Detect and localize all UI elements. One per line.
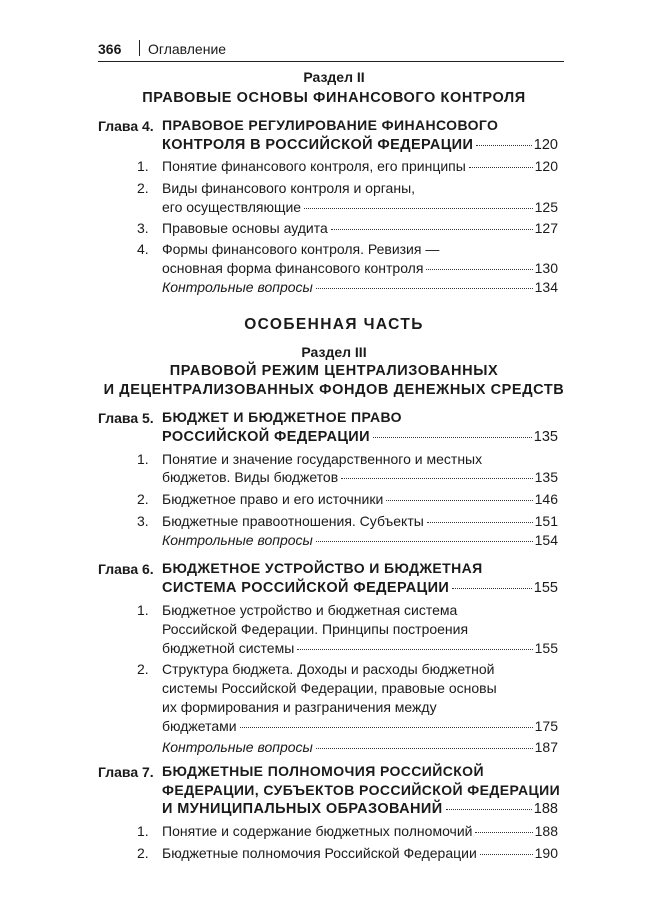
chapter-7-title-line2: ФЕДЕРАЦИИ, СУБЪЕКТОВ РОССИЙСКОЙ ФЕДЕРАЦИИ (162, 782, 561, 798)
toc-entry[interactable] (162, 259, 558, 278)
toc-entry-page: 125 (534, 199, 558, 215)
item-number: 1. (137, 158, 149, 174)
questions-text: Контрольные вопросы (162, 279, 313, 295)
toc-entry-text: бюджетов. Виды бюджетов (162, 469, 339, 485)
dot-leader (240, 727, 533, 728)
dot-leader (316, 748, 533, 749)
razdel-3-label: Раздел III (301, 344, 367, 360)
chapter-5-page: 135 (533, 429, 558, 445)
toc-entry[interactable] (162, 198, 558, 217)
toc-entry[interactable] (162, 717, 558, 736)
dot-leader (297, 649, 532, 650)
part-title: ОСОБЕННАЯ ЧАСТЬ (244, 316, 424, 333)
chapter-7-page: 188 (533, 801, 558, 817)
toc-entry-page: 130 (534, 260, 558, 276)
toc-entry[interactable] (162, 639, 558, 658)
questions-page: 134 (534, 279, 558, 295)
chapter-6-label: Глава 6. (98, 561, 154, 577)
toc-entry-text: основная форма финансового контроля (162, 260, 424, 276)
chapter-7-entry[interactable] (162, 800, 558, 819)
toc-entry-text: Бюджетное устройство и бюджетная система (162, 602, 458, 618)
toc-entry-text: Формы финансового контроля. Ревизия — (162, 241, 440, 257)
questions-entry[interactable] (162, 531, 558, 550)
questions-page: 187 (534, 739, 558, 755)
razdel-2-label: Раздел II (303, 69, 365, 85)
chapter-6-entry[interactable] (162, 579, 558, 598)
toc-entry-text: Понятие финансового контроля, его принципы (162, 158, 466, 174)
toc-entry[interactable] (162, 844, 558, 863)
toc-entry-text: Понятие и содержание бюджетных полномочий (162, 823, 473, 839)
chapter-5-title-line2: РОССИЙСКОЙ ФЕДЕРАЦИИ (162, 429, 370, 445)
item-number: 2. (137, 845, 149, 861)
dot-leader (480, 854, 533, 855)
dot-leader (475, 832, 532, 833)
toc-entry[interactable] (162, 512, 558, 531)
questions-entry[interactable] (162, 278, 558, 297)
toc-entry-text: Бюджетные правоотношения. Субъекты (162, 513, 424, 529)
toc-entry-page: 151 (534, 513, 558, 529)
toc-entry-text: Российской Федерации. Принципы построения (162, 621, 469, 637)
dot-leader (331, 229, 533, 230)
chapter-5-title-line1: БЮДЖЕТ И БЮДЖЕТНОЕ ПРАВО (162, 409, 402, 425)
toc-entry-page: 190 (534, 845, 558, 861)
header-title: Оглавление (148, 41, 227, 57)
toc-entry-text: их формирования и разграничения между (162, 699, 437, 715)
toc-entry-page: 135 (534, 469, 558, 485)
item-number: 1. (137, 823, 149, 839)
toc-entry-text: Понятие и значение государственного и местных (162, 451, 483, 467)
dot-leader (316, 288, 533, 289)
dot-leader (476, 145, 531, 146)
toc-entry-text: системы Российской Федерации, правовые основы (162, 680, 497, 696)
item-number: 3. (137, 513, 149, 529)
toc-entry[interactable] (162, 219, 558, 238)
dot-leader (386, 500, 532, 501)
toc-entry[interactable] (162, 157, 558, 176)
item-number: 1. (137, 602, 149, 618)
chapter-7-label: Глава 7. (98, 764, 154, 780)
toc-entry-text: бюджетной системы (162, 640, 295, 656)
chapter-4-entry[interactable] (162, 136, 558, 155)
dot-leader (452, 588, 532, 589)
chapter-7-title-line3: И МУНИЦИПАЛЬНЫХ ОБРАЗОВАНИЙ (162, 801, 443, 817)
chapter-4-title-line1: ПРАВОВОЕ РЕГУЛИРОВАНИЕ ФИНАНСОВОГО (162, 117, 499, 133)
item-number: 1. (137, 451, 149, 467)
header-divider (139, 40, 140, 56)
toc-entry-text: Бюджетные полномочия Российской Федерации (162, 845, 477, 861)
toc-entry-text: Бюджетное право и его источники (162, 491, 384, 507)
toc-entry-page: 146 (534, 491, 558, 507)
toc-entry[interactable] (162, 822, 558, 841)
toc-entry-text: его осуществляющие (162, 199, 302, 215)
item-number: 4. (137, 241, 149, 257)
item-number: 2. (137, 491, 149, 507)
chapter-4-title-line2: КОНТРОЛЯ В РОССИЙСКОЙ ФЕДЕРАЦИИ (162, 137, 474, 153)
chapter-7-title-line1: БЮДЖЕТНЫЕ ПОЛНОМОЧИЯ РОССИЙСКОЙ (162, 763, 484, 779)
toc-entry-text: бюджетами (162, 718, 237, 734)
chapter-5-entry[interactable] (162, 428, 558, 447)
dot-leader (426, 269, 532, 270)
chapter-6-page: 155 (533, 580, 558, 596)
toc-entry-page: 127 (534, 220, 558, 236)
questions-page: 154 (534, 532, 558, 548)
running-header (98, 39, 564, 62)
razdel-2-title: ПРАВОВЫЕ ОСНОВЫ ФИНАНСОВОГО КОНТРОЛЯ (142, 90, 526, 106)
questions-text: Контрольные вопросы (162, 739, 313, 755)
razdel-3-title-line2: И ДЕЦЕНТРАЛИЗОВАННЫХ ФОНДОВ ДЕНЕЖНЫХ СРЕДСТВ (103, 382, 565, 398)
dot-leader (427, 522, 533, 523)
dot-leader (304, 208, 533, 209)
chapter-4-label: Глава 4. (98, 118, 154, 134)
chapter-6-title-line1: БЮДЖЕТНОЕ УСТРОЙСТВО И БЮДЖЕТНАЯ (162, 560, 483, 576)
dot-leader (446, 809, 532, 810)
item-number: 3. (137, 220, 149, 236)
chapter-4-page: 120 (533, 137, 558, 153)
toc-entry-text: Виды финансового контроля и органы, (162, 180, 416, 196)
questions-entry[interactable] (162, 738, 558, 757)
questions-text: Контрольные вопросы (162, 532, 313, 548)
toc-entry[interactable] (162, 490, 558, 509)
toc-entry-page: 175 (534, 718, 558, 734)
item-number: 2. (137, 180, 149, 196)
item-number: 2. (137, 661, 149, 677)
dot-leader (373, 437, 532, 438)
toc-entry[interactable] (162, 468, 558, 487)
chapter-5-label: Глава 5. (98, 410, 154, 426)
toc-entry-page: 188 (534, 823, 558, 839)
chapter-6-title-line2: СИСТЕМА РОССИЙСКОЙ ФЕДЕРАЦИИ (162, 580, 450, 596)
dot-leader (316, 541, 533, 542)
page-number: 366 (98, 41, 122, 57)
toc-entry-text: Структура бюджета. Доходы и расходы бюджетной (162, 661, 495, 677)
toc-entry-page: 120 (534, 158, 558, 174)
razdel-3-title-line1: ПРАВОВОЙ РЕЖИМ ЦЕНТРАЛИЗОВАННЫХ (169, 363, 499, 379)
dot-leader (341, 478, 532, 479)
toc-entry-page: 155 (534, 640, 558, 656)
dot-leader (469, 167, 533, 168)
toc-entry-text: Правовые основы аудита (162, 220, 328, 236)
